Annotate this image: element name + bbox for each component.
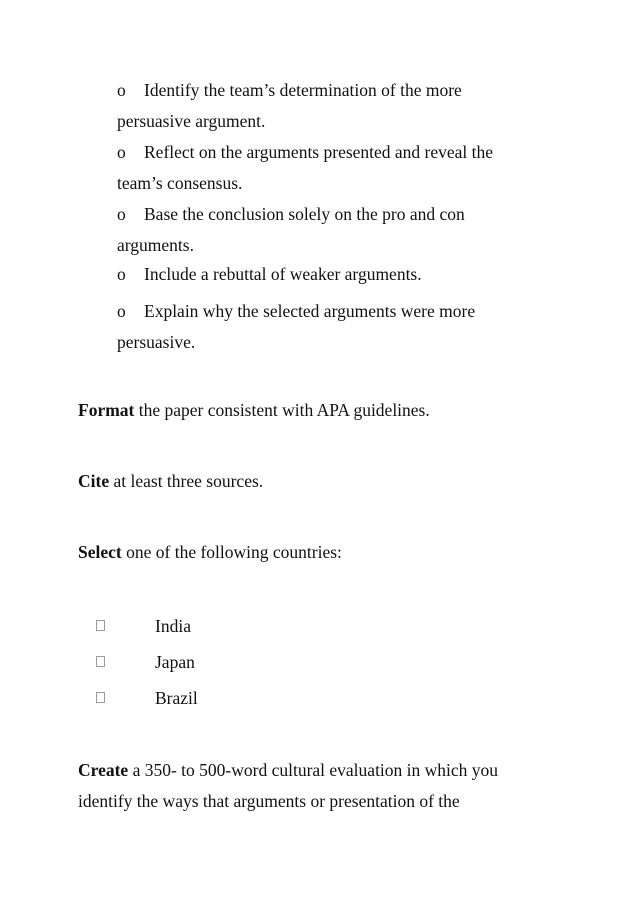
format-keyword: Format <box>78 400 135 420</box>
cite-text: at least three sources. <box>109 471 264 491</box>
bullet-text: Include a rebuttal of weaker arguments. <box>144 264 422 284</box>
bullet-item-4 <box>117 259 557 290</box>
bullet-continuation: arguments. <box>117 235 194 255</box>
format-text: the paper consistent with APA guidelines. <box>134 400 430 420</box>
bullet-marker: o <box>117 301 126 321</box>
create-paragraph <box>78 755 578 817</box>
select-text: one of the following countries: <box>121 542 342 562</box>
bullet-marker: o <box>117 80 126 100</box>
checkbox-icon <box>96 692 105 703</box>
bullet-item-5 <box>117 296 557 358</box>
country-name: Brazil <box>155 688 198 708</box>
cite-paragraph <box>78 466 578 497</box>
bullet-continuation: persuasive argument. <box>117 111 266 131</box>
bullet-item-1 <box>117 75 557 137</box>
cite-keyword: Cite <box>78 471 110 491</box>
bullet-text: Explain why the selected arguments were more <box>144 301 476 321</box>
bullet-continuation: persuasive. <box>117 332 196 352</box>
country-name: India <box>155 616 191 636</box>
bullet-text: Identify the team’s determination of the more <box>144 80 462 100</box>
bullet-marker: o <box>117 204 126 224</box>
bullet-item-3 <box>117 199 557 261</box>
create-keyword: Create <box>78 760 129 780</box>
bullet-item-2 <box>117 137 557 199</box>
create-text: a 350- to 500-word cultural evaluation in which you <box>128 760 499 780</box>
bullet-text: Base the conclusion solely on the pro and con <box>144 204 465 224</box>
bullet-marker: o <box>117 264 126 284</box>
bullet-text: Reflect on the arguments presented and reveal the <box>144 142 494 162</box>
country-name: Japan <box>155 652 195 672</box>
select-keyword: Select <box>78 542 122 562</box>
format-paragraph <box>78 395 578 426</box>
bullet-marker: o <box>117 142 126 162</box>
create-text-line2: identify the ways that arguments or presentation of the <box>78 791 460 811</box>
checkbox-icon <box>96 620 105 631</box>
bullet-continuation: team’s consensus. <box>117 173 243 193</box>
select-paragraph <box>78 537 578 568</box>
checkbox-icon <box>96 656 105 667</box>
